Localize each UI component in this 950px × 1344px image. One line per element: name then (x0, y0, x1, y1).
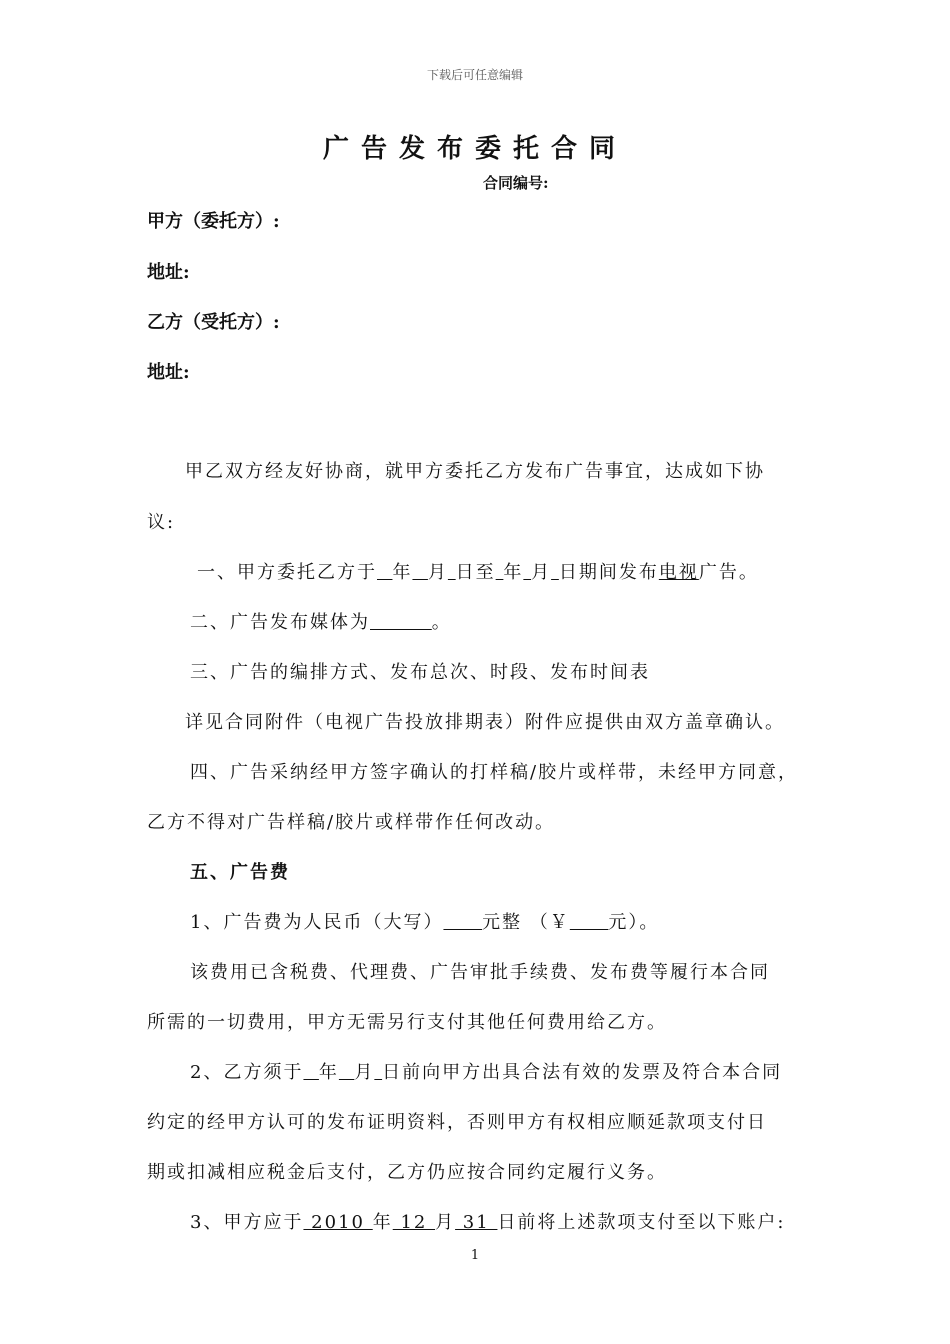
fee-clause-2-line-1: 2、乙方须于 年 月 日前向甲方出具合法有效的发票及符合本合同 (190, 1062, 783, 1083)
fee-clause-1: 1、广告费为人民币（大写） 元整 （￥ 元）。 (190, 912, 660, 933)
payment-day: 31 (455, 1212, 498, 1233)
fee-clause-3: 3、甲方应于 2010 年 12 月 31 日前将上述款项支付至以下账户: (190, 1212, 786, 1233)
contract-title: 广告发布委托合同 (322, 134, 627, 164)
party-a-address-label: 地址: (147, 262, 190, 283)
intro-line-1: 甲乙双方经友好协商，就甲方委托乙方发布广告事宜，达成如下协 (185, 461, 765, 482)
contract-number-label: 合同编号: (483, 174, 549, 192)
clause-3-line-1: 三、广告的编排方式、发布总次、时段、发布时间表 (190, 662, 650, 683)
party-b-label: 乙方（受托方）: (147, 312, 280, 333)
clause-3-line-2: 详见合同附件（电视广告投放排期表）附件应提供由双方盖章确认。 (185, 712, 785, 733)
page-number: 1 (470, 1248, 480, 1263)
fee-clause-2-line-2: 约定的经甲方认可的发布证明资料，否则甲方有权相应顺延款项支付日 (147, 1112, 767, 1133)
clause-2: 二、广告发布媒体为 。 (190, 612, 452, 633)
intro-line-2: 议: (147, 512, 176, 533)
clause-4-line-1: 四、广告采纳经甲方签字确认的打样稿/胶片或样带，未经甲方同意， (190, 762, 799, 783)
clause-1: 一、甲方委托乙方于 年 月 日至 年 月 日期间发布电视广告。 (197, 562, 759, 583)
payment-year: 2010 (303, 1212, 373, 1233)
section-5-heading: 五、广告费 (190, 862, 290, 883)
fee-clause-2-line-3: 期或扣减相应税金后支付，乙方仍应按合同约定履行义务。 (147, 1162, 667, 1183)
payment-month: 12 (392, 1212, 436, 1233)
clause-4-line-2: 乙方不得对广告样稿/胶片或样带作任何改动。 (147, 812, 556, 833)
clause-1-media: 电视 (658, 562, 699, 583)
fee-note-line-1: 该费用已含税费、代理费、广告审批手续费、发布费等履行本合同 (190, 962, 770, 983)
party-a-label: 甲方（委托方）: (147, 211, 280, 232)
party-b-address-label: 地址: (147, 362, 190, 383)
page-header: 下载后可任意编辑 (426, 68, 523, 82)
fee-note-line-2: 所需的一切费用，甲方无需另行支付其他任何费用给乙方。 (147, 1012, 667, 1033)
